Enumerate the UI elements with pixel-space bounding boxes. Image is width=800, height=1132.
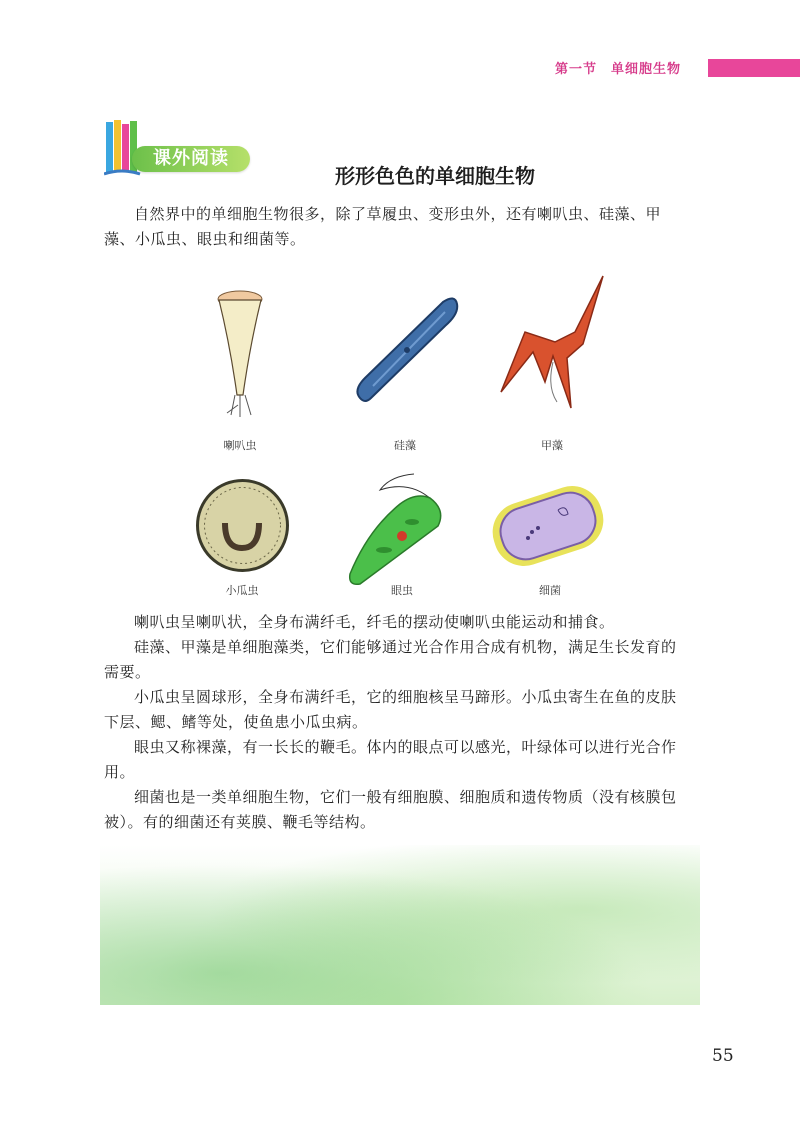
header-accent-bar	[708, 59, 800, 77]
page-number: 55	[712, 1046, 734, 1066]
paragraph: 眼虫又称裸藻，有一长长的鞭毛。体内的眼点可以感光，叶绿体可以进行光合作用。	[104, 738, 677, 781]
euglena-illustration	[340, 470, 460, 590]
section-label: 第一节	[555, 62, 598, 77]
figure-caption: 硅藻	[394, 439, 416, 452]
intro-paragraph: 自然界中的单细胞生物很多，除了草履虫、变形虫外，还有喇叭虫、硅藻、甲藻、小瓜虫、眼虫和细菌等。	[104, 205, 662, 248]
decorative-leaves-background	[100, 845, 700, 1005]
figure-caption: 甲藻	[541, 439, 563, 452]
figure-caption: 喇叭虫	[223, 439, 257, 452]
diatom-illustration	[345, 290, 465, 410]
figure-caption: 细菌	[539, 584, 561, 597]
figure-caption: 小瓜虫	[225, 584, 259, 597]
paragraph: 小瓜虫呈圆球形，全身布满纤毛，它的细胞核呈马蹄形。小瓜虫寄生在鱼的皮肤下层、鳃、鳍等处，使鱼患小瓜虫病。	[104, 688, 677, 731]
badge-label: 课外阅读	[132, 146, 250, 172]
figure-caption: 眼虫	[391, 584, 413, 597]
running-header	[555, 58, 695, 77]
ichthyophthirius-illustration	[195, 478, 290, 573]
trumpet-protozoan-illustration	[205, 285, 275, 425]
paragraph: 细菌也是一类单细胞生物，它们一般有细胞膜、细胞质和遗传物质（没有核膜包被）。有的细菌还有荚膜、鞭毛等结构。	[104, 788, 677, 831]
dinoflagellate-illustration	[495, 272, 610, 422]
paragraph: 喇叭虫呈喇叭状，全身布满纤毛，纤毛的摆动使喇叭虫能运动和捕食。	[134, 613, 615, 631]
article-title: 形形色色的单细胞生物	[335, 164, 535, 188]
bacterium-illustration	[488, 480, 608, 575]
paragraph: 硅藻、甲藻是单细胞藻类，它们能够通过光合作用合成有机物，满足生长发育的需要。	[104, 638, 677, 681]
chapter-label: 单细胞生物	[611, 62, 682, 77]
